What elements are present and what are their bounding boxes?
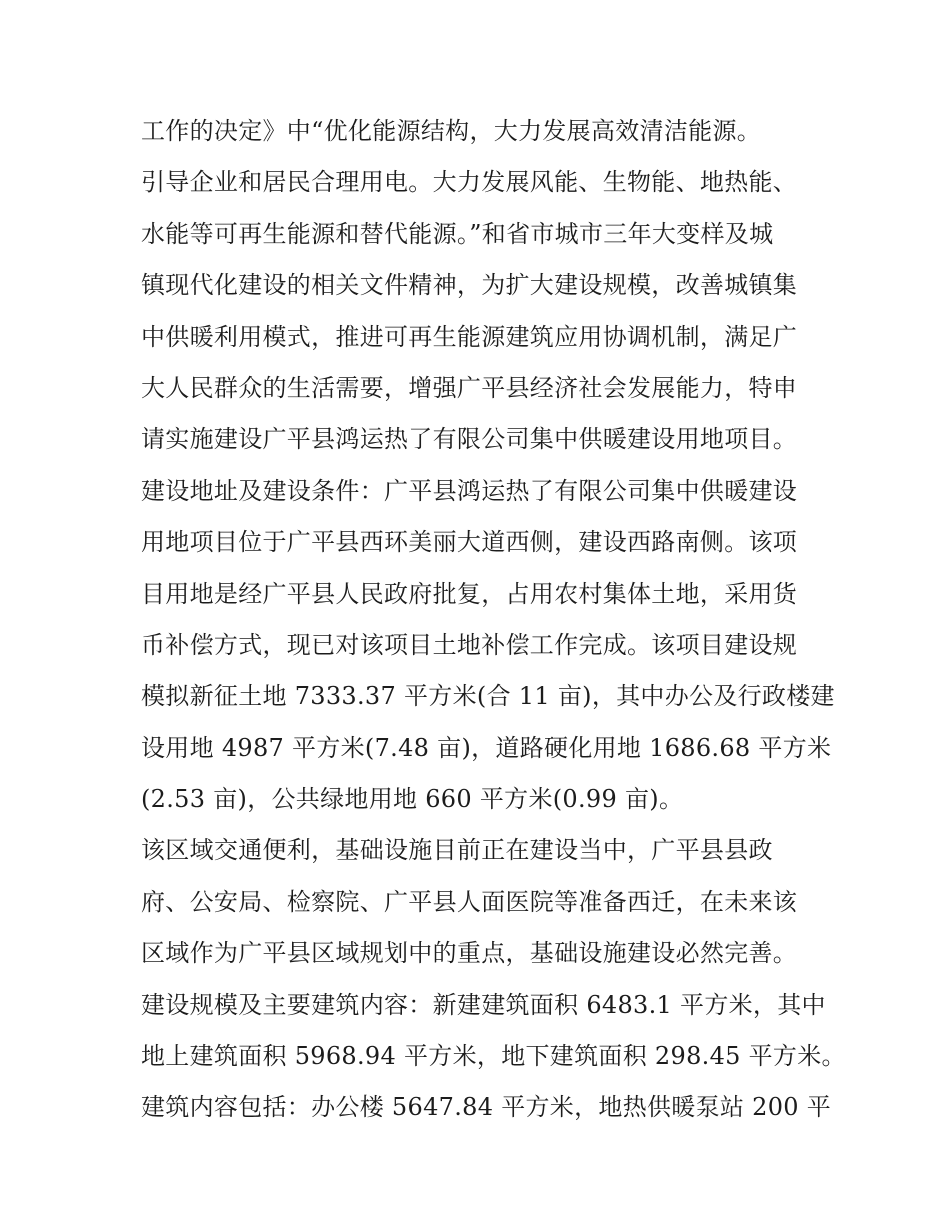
text-line: 请实施建设广平县鸿运热了有限公司集中供暖建设用地项目。 xyxy=(141,425,798,454)
text-line: 模拟新征土地 7333.37 平方米(合 11 亩)，其中办公及行政楼建 xyxy=(141,682,835,711)
text-line: 引导企业和居民合理用电。大力发展风能、生物能、地热能、 xyxy=(141,168,798,197)
text-line: 设用地 4987 平方米(7.48 亩)，道路硬化用地 1686.68 平方米 xyxy=(141,733,832,762)
text-line: 水能等可再生能源和替代能源。”和省市城市三年大变样及城 xyxy=(141,219,774,248)
text-line: (2.53 亩)，公共绿地用地 660 平方米(0.99 亩)。 xyxy=(141,785,684,814)
text-line: 建设规模及主要建筑内容：新建建筑面积 6483.1 平方米，其中 xyxy=(141,990,826,1019)
text-line: 建设地址及建设条件：广平县鸿运热了有限公司集中供暖建设 xyxy=(141,476,798,505)
text-line: 建筑内容包括：办公楼 5647.84 平方米，地热供暖泵站 200 平 xyxy=(141,1093,832,1122)
text-line: 币补偿方式，现已对该项目土地补偿工作完成。该项目建设规 xyxy=(141,630,798,659)
text-line: 府、公安局、检察院、广平县人面医院等准备西迁，在未来该 xyxy=(141,887,798,916)
text-line: 区域作为广平县区域规划中的重点，基础设施建设必然完善。 xyxy=(141,939,798,968)
text-line: 工作的决定》中“优化能源结构，大力发展高效清洁能源。 xyxy=(141,117,762,145)
text-line: 该区域交通便利，基础设施目前正在建设当中，广平县县政 xyxy=(141,836,773,865)
text-line: 目用地是经广平县人民政府批复，占用农村集体土地，采用货 xyxy=(141,579,798,608)
text-line: 中供暖利用模式，推进可再生能源建筑应用协调机制，满足广 xyxy=(141,322,798,351)
text-line: 用地项目位于广平县西环美丽大道西侧，建设西路南侧。该项 xyxy=(141,528,798,557)
text-line: 大人民群众的生活需要，增强广平县经济社会发展能力，特申 xyxy=(141,373,798,402)
body-text xyxy=(141,106,846,1134)
text-line: 地上建筑面积 5968.94 平方米，地下建筑面积 298.45 平方米。 xyxy=(141,1042,846,1071)
text-line: 镇现代化建设的相关文件精神，为扩大建设规模，改善城镇集 xyxy=(141,271,798,300)
